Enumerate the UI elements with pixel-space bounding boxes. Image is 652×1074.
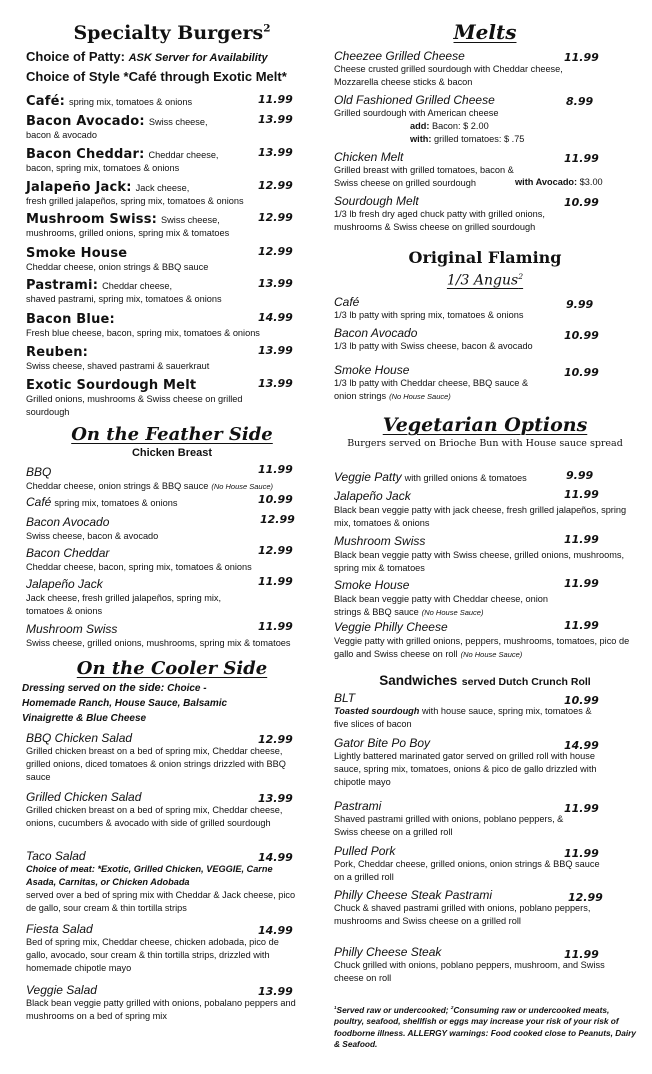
specialty-item-name: Exotic Sourdough Melt (26, 378, 197, 393)
feather-item-price: 11.99 (258, 463, 293, 476)
specialty-item-name: Reuben: (26, 345, 89, 360)
flaming-item (334, 295, 636, 322)
flaming-item-price: 10.99 (564, 329, 599, 342)
flaming-item-desc-text: 1/3 lb patty with Swiss cheese, bacon & avocado (334, 341, 533, 351)
specialty-item-name: Mushroom Swiss: (26, 212, 158, 227)
sandwich-item-price: 11.99 (564, 802, 599, 815)
veg-subtitle: Burgers served on Brioche Bun with House sauce spread (347, 438, 623, 449)
sandwich-item-name: Philly Cheese Steak (334, 945, 442, 959)
specialty-item (26, 341, 318, 373)
addon-price: $ 2.00 (463, 121, 489, 131)
veg-item (334, 530, 636, 575)
specialty-title-sup: 2 (263, 22, 271, 35)
veg-item-desc (334, 635, 634, 661)
feather-item-note: (No House Sauce) (211, 482, 274, 491)
veg-item-desc (334, 549, 634, 575)
sandwich-item-desc (334, 858, 606, 884)
feather-item (26, 491, 318, 510)
feather-item-desc-text: Cheddar cheese, onion strings & BBQ sauce (26, 481, 209, 491)
sandwich-item (334, 691, 636, 731)
flaming-item (334, 363, 636, 403)
patty-choice: Choice of Patty: ASK Server for Availability (26, 49, 268, 64)
melt-item-name: Sourdough Melt (334, 194, 419, 208)
veg-item (334, 574, 636, 619)
melt-item (334, 194, 636, 234)
specialty-item-inline: Swiss cheese, (161, 215, 220, 225)
specialty-item-price: 11.99 (258, 93, 293, 106)
flaming-subtitle-sup: 2 (518, 272, 524, 281)
sandwich-item-name: Pastrami (334, 799, 382, 813)
flaming-item-price: 9.99 (566, 298, 594, 311)
salad-item-price: 14.99 (258, 924, 293, 937)
style-choice: Choice of Style *Café through Exotic Melt* (26, 69, 287, 84)
specialty-item (26, 90, 318, 109)
sandwich-item-desc (334, 902, 606, 928)
feather-item (26, 573, 318, 618)
specialty-item-price: 12.99 (258, 211, 293, 224)
feather-item-name: Jalapeño Jack (26, 577, 103, 591)
feather-item-desc-text: Swiss cheese, grilled onions, mushrooms, spring mix & tomatoes (26, 638, 291, 648)
melt-item-name: Chicken Melt (334, 150, 404, 164)
melt-item-name: Old Fashioned Grilled Cheese (334, 93, 495, 107)
sandwich-item (334, 736, 636, 789)
flaming-title: Original Flaming (408, 248, 562, 267)
flaming-item-desc (334, 377, 534, 403)
salad-item-choice: Choice of meat: *Exotic, Grilled Chicken, VEGGIE, Carne Asada, Carnitas, or Chicken Adobada (26, 864, 273, 887)
salad-item-price: 13.99 (258, 985, 293, 998)
specialty-item-name: Jalapeño Jack: (26, 180, 132, 195)
sandwich-item-price: 12.99 (568, 891, 603, 904)
feather-item-name: BBQ (26, 465, 52, 479)
melt-item (334, 150, 636, 190)
salad-item (26, 983, 318, 1023)
sandwich-item-price: 11.99 (564, 948, 599, 961)
specialty-item (26, 208, 318, 240)
specialty-item-name: Bacon Avocado: (26, 114, 145, 129)
sandwich-item-desc-text: Pork, Cheddar cheese, grilled onions, onion strings & BBQ sauce on a grilled roll (334, 859, 600, 882)
veg-item-desc-text: Black bean veggie patty with Cheddar cheese, onion strings & BBQ sauce (334, 594, 549, 617)
melt-item-price: 8.99 (566, 95, 594, 108)
feather-item (26, 542, 318, 574)
patty-choice-value: ASK Server for Availability (128, 52, 268, 64)
feather-item-desc (26, 637, 316, 650)
veg-item-desc (334, 504, 634, 530)
flaming-item-note: (No House Sauce) (389, 392, 451, 401)
specialty-item-name: Café: (26, 94, 65, 109)
flaming-item-desc (334, 340, 594, 353)
melts-title: Melts (453, 20, 517, 44)
extra-price: $3.00 (579, 177, 603, 187)
sandwich-item (334, 945, 636, 985)
salad-item-desc: Black bean veggie patty grilled with onions, pobalano peppers and mushrooms on a bed of spring mix (26, 998, 296, 1021)
salad-item-price: 12.99 (258, 733, 293, 746)
melt-item (334, 49, 636, 89)
salad-item-name: BBQ Chicken Salad (26, 731, 133, 745)
sandwich-item-name: Pulled Pork (334, 844, 396, 858)
salad-item (26, 731, 318, 784)
flaming-item-name: Smoke House (334, 363, 410, 377)
melt-item-desc: Cheese crusted grilled sourdough with Cheddar cheese, Mozzarella cheese sticks & bacon (334, 64, 563, 87)
veg-item-desc-text: Black bean veggie patty with jack cheese, fresh grilled jalapeños, spring mix, tomatoes & onions (334, 505, 627, 528)
melt-item-desc: Grilled sourdough with American cheese (334, 108, 499, 118)
feather-item-price: 10.99 (258, 493, 293, 506)
salad-item (26, 922, 318, 975)
style-choice-value: *Café through Exotic Melt* (123, 69, 287, 84)
footnote: $^1$Served raw or undercooked; $^2$Consuming raw or undercooked meats, poultry, seafood, shellfish or eggs may increase your risk of your risk of foodborne illness. ALLERGY warnings: Food cooked close to Peanuts, Dairy & Seafood. (334, 1004, 636, 1050)
specialty-item-desc: Fresh blue cheese, bacon, spring mix, tomatoes & onions (26, 328, 260, 338)
sandwich-item-lead: Toasted sourdough (334, 706, 420, 716)
flaming-item-price: 10.99 (564, 366, 599, 379)
specialty-item-desc: Swiss cheese, shaved pastrami & sauerkraut (26, 361, 210, 371)
salad-item-desc: Bed of spring mix, Cheddar cheese, chicken adobada, pico de gallo, avocado, sour cream & thin tortilla strips, drizzled with homemade chipotle mayo (26, 937, 279, 973)
sandwich-item-price: 10.99 (564, 694, 599, 707)
specialty-item (26, 274, 318, 306)
sandwich-item-name: Philly Cheese Steak Pastrami (334, 888, 493, 902)
specialty-item (26, 374, 318, 419)
veg-item-name: Veggie Patty (334, 470, 402, 484)
melt-item (334, 93, 636, 146)
salad-item-desc: served over a bed of spring mix with Cheddar & Jack cheese, pico de gallo, sour cream & thin tortilla strips (26, 890, 296, 913)
specialty-item-name: Pastrami: (26, 278, 99, 293)
addon-price: $ .75 (503, 134, 525, 144)
sandwich-item-desc (334, 813, 589, 839)
feather-item-desc-text: Swiss cheese, bacon & avocado (26, 531, 159, 541)
addon-label: add: (410, 121, 430, 131)
feather-item-price: 12.99 (260, 513, 295, 526)
sandwich-item (334, 888, 636, 928)
melt-item-desc: 1/3 lb fresh dry aged chuck patty with grilled onions, mushrooms & Swiss cheese on grilled sourdough (334, 209, 545, 232)
flaming-item-desc (334, 309, 594, 322)
feather-item-name: Café (26, 495, 52, 509)
specialty-item-desc: bacon, spring mix, tomatoes & onions (26, 163, 180, 173)
salad-item-desc: Grilled chicken breast on a bed of spring mix, Cheddar cheese, grilled onions, diced tomatoes & onion strings drizzled with BBQ sauce (26, 746, 286, 782)
veg-item-note: (No House Sauce) (460, 650, 523, 659)
melt-item-name: Cheezee Grilled Cheese (334, 49, 465, 63)
veg-item (334, 466, 636, 485)
feather-item-desc-text: Jack cheese, fresh grilled jalapeños, spring mix, tomatoes & onions (26, 593, 222, 616)
specialty-item-desc: shaved pastrami, spring mix, tomatoes & onions (26, 294, 222, 304)
specialty-item (26, 308, 318, 340)
flaming-item-name: Café (334, 295, 360, 309)
extra-label: with Avocado: (515, 177, 578, 187)
veg-item-desc-text: Veggie patty with grilled onions, peppers, mushrooms, tomatoes, pico de gallo and Swiss cheese on roll (334, 636, 630, 659)
sandwich-item-desc-text: with house sauce, spring mix, tomatoes & five slices of bacon (334, 706, 592, 729)
specialty-item-desc: fresh grilled jalapeños, spring mix, tomatoes & onions (26, 196, 244, 206)
specialty-item-inline: Cheddar cheese, (102, 281, 173, 291)
sandwich-item-name: BLT (334, 691, 356, 705)
veg-item-price: 11.99 (564, 488, 599, 501)
feather-item-price: 12.99 (258, 544, 293, 557)
specialty-item-price: 13.99 (258, 113, 293, 126)
specialty-item-name: Bacon Cheddar: (26, 147, 145, 162)
specialty-title: Specialty Burgers$^2$ (73, 22, 271, 44)
melt-addon-tomatoes (334, 133, 636, 146)
veg-item-price: 11.99 (564, 619, 599, 632)
sandwich-item (334, 799, 636, 839)
melt-item-price: 10.99 (564, 196, 599, 209)
specialty-item-price: 13.99 (258, 377, 293, 390)
feather-item-name: Mushroom Swiss (26, 622, 118, 636)
addon-item: Bacon: (431, 121, 461, 131)
dressing-note: Dressing served on the side: Choice - Homemade Ranch, House Sauce, Balsamic Vinaigrette & Blue Cheese (22, 682, 228, 724)
addon-item: grilled tomatoes: (434, 134, 502, 144)
flaming-item-desc-text: 1/3 lb patty with spring mix, tomatoes & onions (334, 310, 524, 320)
salad-item-name: Fiesta Salad (26, 922, 93, 936)
feather-item-price: 11.99 (258, 620, 293, 633)
flaming-item-name: Bacon Avocado (334, 326, 418, 340)
feather-item-name: Bacon Avocado (26, 515, 110, 529)
feather-item-desc (26, 592, 241, 618)
flaming-item (334, 326, 636, 353)
specialty-item (26, 176, 318, 208)
veg-item (334, 616, 636, 661)
feather-item (26, 618, 318, 650)
specialty-item-name: Bacon Blue: (26, 312, 115, 327)
sandwich-item-desc-text: Shaved pastrami grilled with onions, poblano peppers, & Swiss cheese on a grilled roll (334, 814, 564, 837)
sandwich-item-desc (334, 750, 606, 789)
sandwich-item-desc-text: Chuck & shaved pastrami grilled with onions, poblano peppers, mushrooms and Swiss cheese on a grilled roll (334, 903, 591, 926)
veg-item (334, 485, 636, 530)
specialty-item-inline: Cheddar cheese, (148, 150, 219, 160)
specialty-item (26, 143, 318, 175)
specialty-item (26, 110, 318, 142)
specialty-item-inline: Swiss cheese, (148, 117, 208, 127)
salad-item-name: Grilled Chicken Salad (26, 790, 142, 804)
feather-item-inline: spring mix, tomatoes & onions (54, 498, 178, 508)
veg-title: Vegetarian Options (382, 414, 588, 436)
specialty-item-price: 12.99 (258, 179, 293, 192)
salad-item (26, 790, 318, 830)
flaming-subtitle: 1/3 Angus$^2$ (446, 272, 524, 289)
salad-item-name: Veggie Salad (26, 983, 97, 997)
veg-item-name: Mushroom Swiss (334, 534, 426, 548)
feather-item (26, 461, 318, 493)
sandwich-item-name: Gator Bite Po Boy (334, 736, 431, 750)
specialty-item-price: 13.99 (258, 277, 293, 290)
feather-item-price: 11.99 (258, 575, 293, 588)
melt-item-price: 11.99 (564, 51, 599, 64)
sandwich-item-desc (334, 959, 606, 985)
sandwich-item (334, 844, 636, 884)
specialty-item-price: 12.99 (258, 245, 293, 258)
melt-extra (515, 176, 603, 189)
feather-item-name: Bacon Cheddar (26, 546, 110, 560)
melt-addon-bacon (334, 120, 636, 133)
specialty-item-desc: mushrooms, grilled onions, spring mix & tomatoes (26, 228, 230, 238)
specialty-item-inline: Jack cheese, (135, 183, 190, 193)
veg-item-price: 11.99 (564, 533, 599, 546)
specialty-item-desc: Grilled onions, mushrooms & Swiss cheese on grilled sourdough (26, 394, 243, 417)
sandwich-item-price: 11.99 (564, 847, 599, 860)
specialty-item-price: 13.99 (258, 344, 293, 357)
sandwich-item-desc-text: Chuck grilled with onions, poblano peppers, mushroom, and Swiss cheese on roll (334, 960, 605, 983)
melt-item-desc: Grilled breast with grilled tomatoes, bacon & Swiss cheese on grilled sourdough (334, 165, 514, 188)
specialty-item-desc: bacon & avocado (26, 130, 98, 140)
specialty-item-name: Smoke House (26, 246, 128, 261)
feather-item (26, 511, 318, 543)
sandwiches-title-small: served Dutch Crunch Roll (461, 676, 591, 688)
veg-item-price: 11.99 (564, 577, 599, 590)
veg-item-inline: with grilled onions & tomatoes (404, 473, 527, 483)
melt-item-price: 11.99 (564, 152, 599, 165)
sandwich-item-price: 14.99 (564, 739, 599, 752)
salad-item-price: 13.99 (258, 792, 293, 805)
specialty-item-price: 13.99 (258, 146, 293, 159)
feather-subtitle: Chicken Breast (131, 447, 213, 459)
specialty-item-inline: spring mix, tomatoes & onions (68, 97, 193, 107)
salad-item-price: 14.99 (258, 851, 293, 864)
feather-item-desc-text: Cheddar cheese, bacon, spring mix, tomatoes & onions (26, 562, 252, 572)
salad-item-desc: Grilled chicken breast on a bed of spring mix, Cheddar cheese, onions, cucumbers & avocado with side of grilled sourdough (26, 805, 283, 828)
feather-title: On the Feather Side (71, 424, 273, 445)
sandwiches-title: Sandwiches served Dutch Crunch Roll (379, 673, 591, 688)
veg-item-desc-text: Black bean veggie patty with Swiss cheese, grilled onions, mushrooms, spring mix & tomatoes (334, 550, 625, 573)
cooler-title: On the Cooler Side (76, 658, 268, 679)
salad-item-name: Taco Salad (26, 849, 86, 863)
sandwich-item-desc-text: Lightly battered marinated gator served on grilled roll with house sauce, spring mix, tomatoes, onions & pico de gallo drizzled with chipotle mayo (334, 751, 597, 787)
specialty-item-price: 14.99 (258, 311, 293, 324)
veg-item-name: Smoke House (334, 578, 410, 592)
flaming-item-desc-text: 1/3 lb patty with Cheddar cheese, BBQ sauce & onion strings (334, 378, 529, 401)
specialty-item (26, 242, 318, 274)
veg-item-note: (No House Sauce) (421, 608, 484, 617)
salad-item (26, 849, 318, 915)
veg-item-name: Jalapeño Jack (334, 489, 411, 503)
specialty-item-desc: Cheddar cheese, onion strings & BBQ sauce (26, 262, 209, 272)
sandwich-item-desc (334, 705, 606, 731)
veg-item-name: Veggie Philly Cheese (334, 620, 448, 634)
veg-item-price: 9.99 (566, 469, 594, 482)
addon-label: with: (410, 134, 432, 144)
